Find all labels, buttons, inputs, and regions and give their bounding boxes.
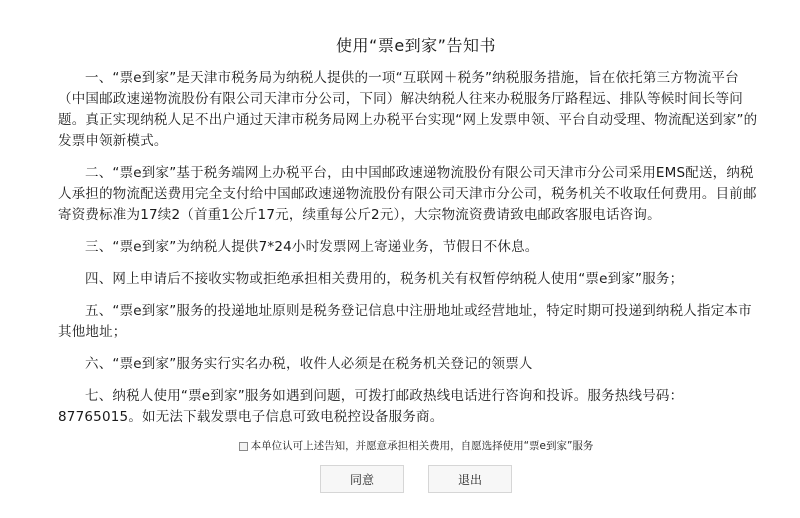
- exit-button[interactable]: 退出: [428, 465, 512, 493]
- paragraph-3: 三、“票e到家”为纳税人提供7*24小时发票网上寄递业务，节假日不休息。: [85, 239, 539, 255]
- agreement-row: [58, 439, 758, 453]
- page-title: 使用“票e到家”告知书: [336, 36, 496, 55]
- paragraph-7: 七、纳税人使用“票e到家”服务如遇到问题，可拨打邮政热线电话进行咨询和投诉。服务热线号码：87765015。如无法下载发票电子信息可致电税控设备服务商。: [58, 388, 684, 425]
- paragraph-6: 六、“票e到家”服务实行实名办税，收件人必须是在税务机关登记的领票人: [85, 356, 533, 372]
- paragraph-4: 四、网上申请后不接收实物或拒绝承担相关费用的，税务机关有权暂停纳税人使用“票e到家”服务；: [85, 271, 684, 287]
- paragraph-2: 二、“票e到家”基于税务端网上办税平台，由中国邮政速递物流股份有限公司天津市分公司采用EMS配送，纳税人承担的物流配送费用完全支付给中国邮政速递物流股份有限公司天津市分公司，税务机关不收取任何费用。目前邮寄资费标准为17续2（首重1公斤17元，续重每公斤2元），大宗物流资费请致电邮政客服电话咨询。: [58, 165, 757, 223]
- paragraph-1: 一、“票e到家”是天津市税务局为纳税人提供的一项“互联网＋税务”纳税服务措施，旨在依托第三方物流平台（中国邮政速递物流股份有限公司天津市分公司，下同）解决纳税人往来办税服务厅路程远、排队等候时间长等问题。真正实现纳税人足不出户通过天津市税务局网上办税平台实现“网上发票申领、平台自动受理、物流配送到家”的发票申领新模式。: [58, 70, 758, 149]
- agreement-label[interactable]: 本单位认可上述告知，并愿意承担相关费用，自愿选择使用“票e到家”服务: [250, 440, 594, 452]
- paragraph-5: 五、“票e到家”服务的投递地址原则是税务登记信息中注册地址或经营地址，特定时期可投递到纳税人指定本市其他地址；: [58, 303, 752, 340]
- agreement-checkbox[interactable]: [239, 442, 248, 451]
- button-row: [58, 465, 758, 493]
- agree-button[interactable]: 同意: [320, 465, 404, 493]
